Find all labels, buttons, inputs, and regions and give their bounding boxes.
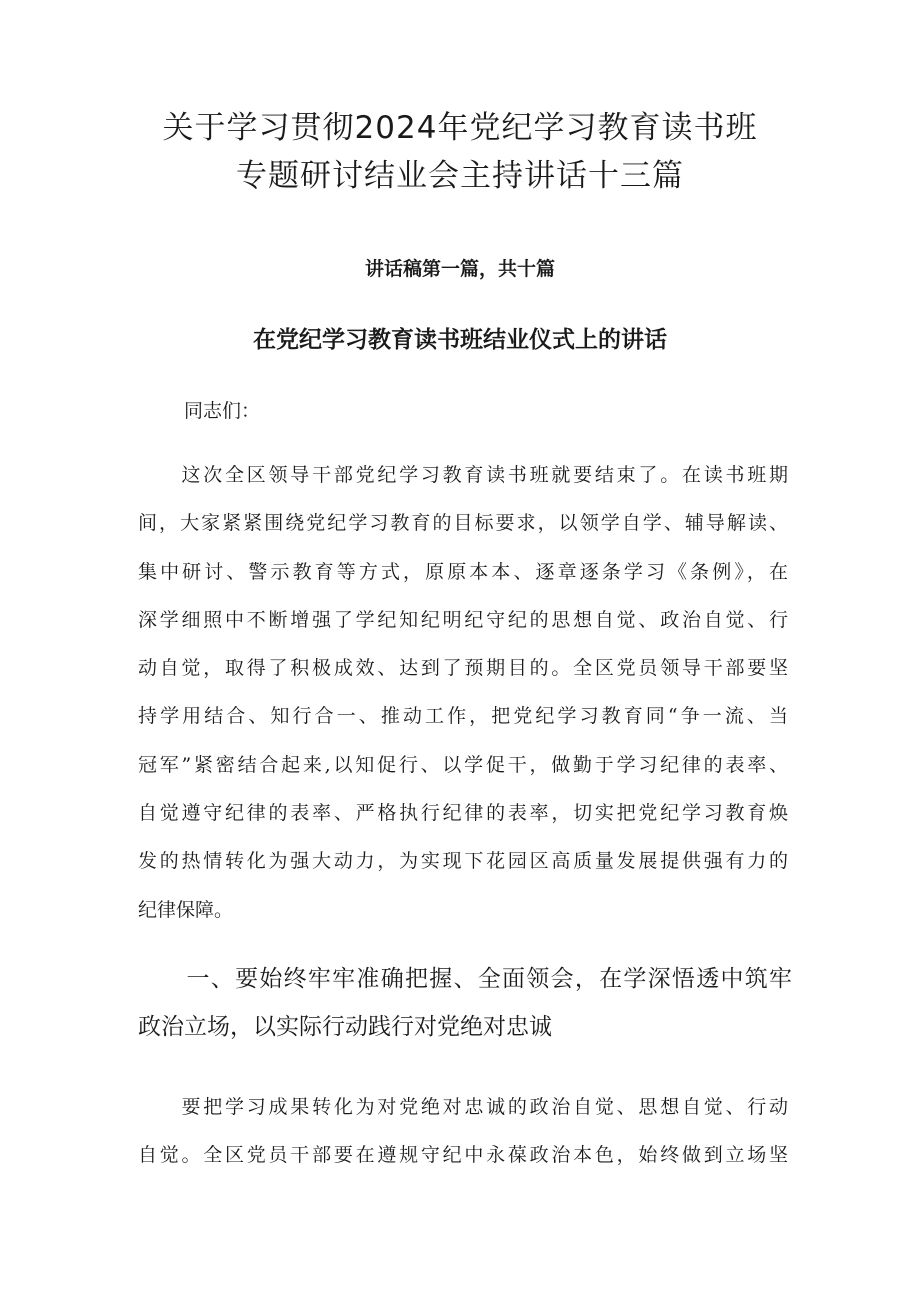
paragraph-line: 深学细照中不断增强了学纪知纪明纪守纪的思想自觉、政治自觉、行 xyxy=(138,608,788,631)
paragraph-line: 发的热情转化为强大动力，为实现下花园区高质量发展提供强有力的 xyxy=(138,850,788,873)
section-label: 讲话稿第一篇，共十篇 xyxy=(364,258,555,280)
body-paragraph xyxy=(138,451,788,934)
salutation: 同志们： xyxy=(184,400,261,422)
heading-line: 政治立场，以实际行动践行对党绝对忠诚 xyxy=(138,1014,552,1040)
document-title-line: 关于学习贯彻2024年党纪学习教育读书班 xyxy=(162,110,758,146)
document-title-line: 专题研讨结业会主持讲话十三篇 xyxy=(236,158,684,194)
paragraph-line: 自觉。全区党员干部要在遵规守纪中永葆政治本色，始终做到立场坚 xyxy=(138,1144,788,1167)
speech-title: 在党纪学习教育读书班结业仪式上的讲话 xyxy=(253,326,667,353)
paragraph-line: 要把学习成果转化为对党绝对忠诚的政治自觉、思想自觉、行动 xyxy=(138,1096,788,1118)
paragraph-line: 持学用结合、知行合一、推动工作，把党纪学习教育同“争一流、当 xyxy=(138,705,788,728)
paragraph-line: 间，大家紧紧围绕党纪学习教育的目标要求，以领学自学、辅导解读、 xyxy=(138,512,788,535)
section-heading xyxy=(138,955,792,1051)
paragraph-line: 这次全区领导干部党纪学习教育读书班就要结束了。在读书班期 xyxy=(138,464,788,486)
paragraph-line: 自觉遵守纪律的表率、严格执行纪律的表率，切实把党纪学习教育焕 xyxy=(138,802,788,825)
paragraph-line: 冠军”紧密结合起来,以知促行、以学促干，做勤于学习纪律的表率、 xyxy=(138,753,788,776)
document-title xyxy=(100,104,820,200)
paragraph-line: 动自觉，取得了积极成效、达到了预期目的。全区党员领导干部要坚 xyxy=(138,657,788,680)
body-paragraph xyxy=(138,1083,788,1180)
paragraph-line: 集中研讨、警示教育等方式，原原本本、逐章逐条学习《条例》，在 xyxy=(138,560,788,583)
heading-line: 一、要始终牢牢准确把握、全面领会，在学深悟透中筑牢 xyxy=(138,966,792,992)
paragraph-line: 纪律保障。 xyxy=(138,898,234,921)
